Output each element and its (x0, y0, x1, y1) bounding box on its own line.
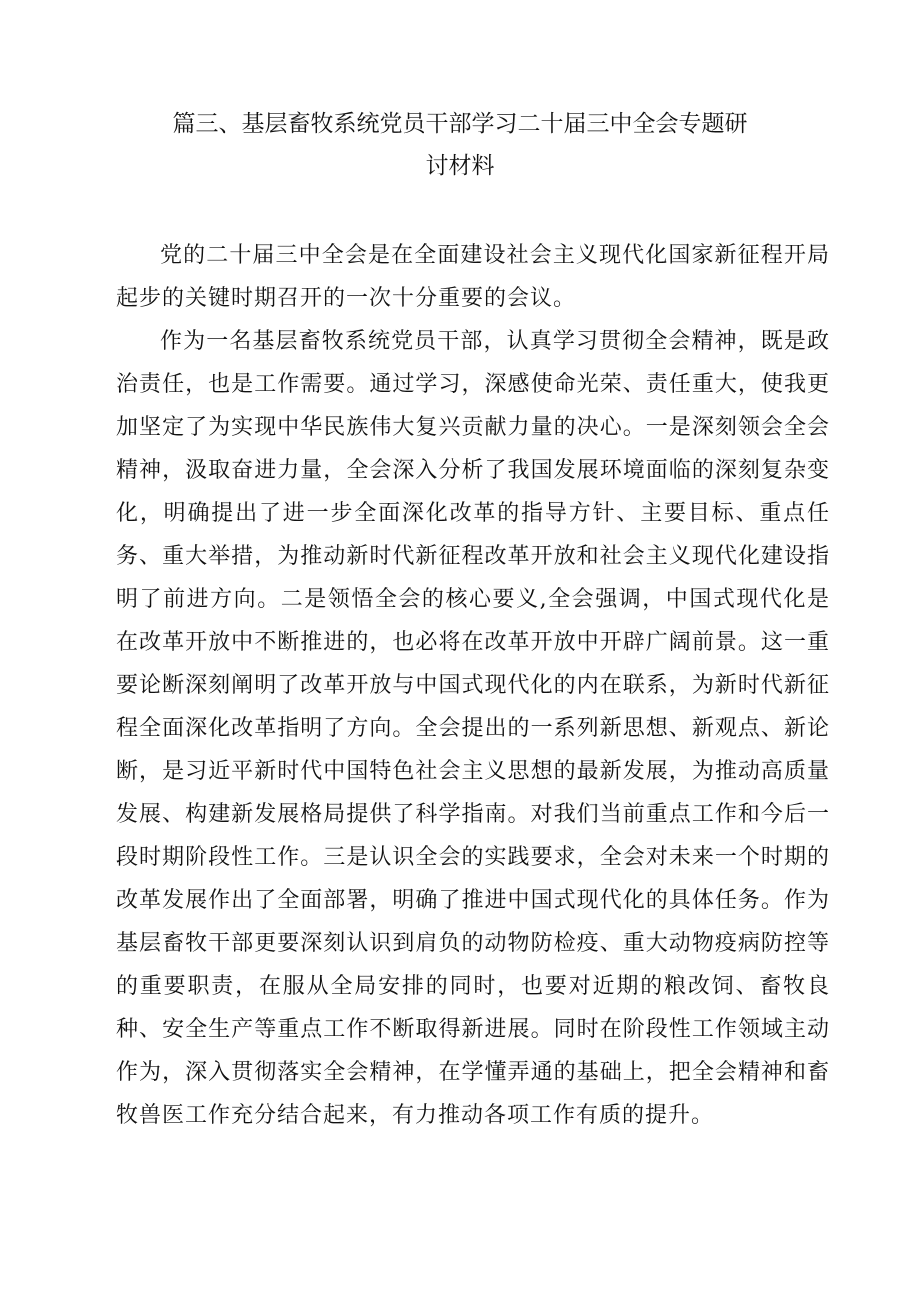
document-body (116, 234, 830, 1137)
paragraph-1: 党的二十届三中全会是在全面建设社会主义现代化国家新征程开局起步的关键时期召开的一次十分重要的会议。 (116, 243, 830, 311)
document-title-line2: 讨材料 (425, 153, 495, 179)
document-title-line1: 篇三、基层畜牧系统党员干部学习二十届三中全会专题研 (172, 111, 748, 137)
paragraph-2: 作为一名基层畜牧系统党员干部，认真学习贯彻全会精神，既是政治责任，也是工作需要。通过学习，深感使命光荣、责任重大，使我更加坚定了为实现中华民族伟大复兴贡献力量的决心。一是深刻领会全会精神，汲取奋进力量，全会深入分析了我国发展环境面临的深刻复杂变化，明确提出了进一步全面深化改革的指导方针、主要目标、重点任务、重大举措，为推动新时代新征程改革开放和社会主义现代化建设指明了前进方向。二是领悟全会的核心要义,全会强调，中国式现代化是在改革开放中不断推进的，也必将在改革开放中开辟广阔前景。这一重要论断深刻阐明了改革开放与中国式现代化的内在联系，为新时代新征程全面深化改革指明了方向。全会提出的一系列新思想、新观点、新论断，是习近平新时代中国特色社会主义思想的最新发展，为推动高质量发展、构建新发展格局提供了科学指南。对我们当前重点工作和今后一段时期阶段性工作。三是认识全会的实践要求，全会对未来一个时期的改革发展作出了全面部署，明确了推进中国式现代化的具体任务。作为基层畜牧干部更要深刻认识到肩负的动物防检疫、重大动物疫病防控等的重要职责，在服从全局安排的同时，也要对近期的粮改饲、畜牧良种、安全生产等重点工作不断取得新进展。同时在阶段性工作领域主动作为，深入贯彻落实全会精神，在学懂弄通的基础上，把全会精神和畜牧兽医工作充分结合起来，有力推动各项工作有质的提升。 (116, 329, 830, 1128)
